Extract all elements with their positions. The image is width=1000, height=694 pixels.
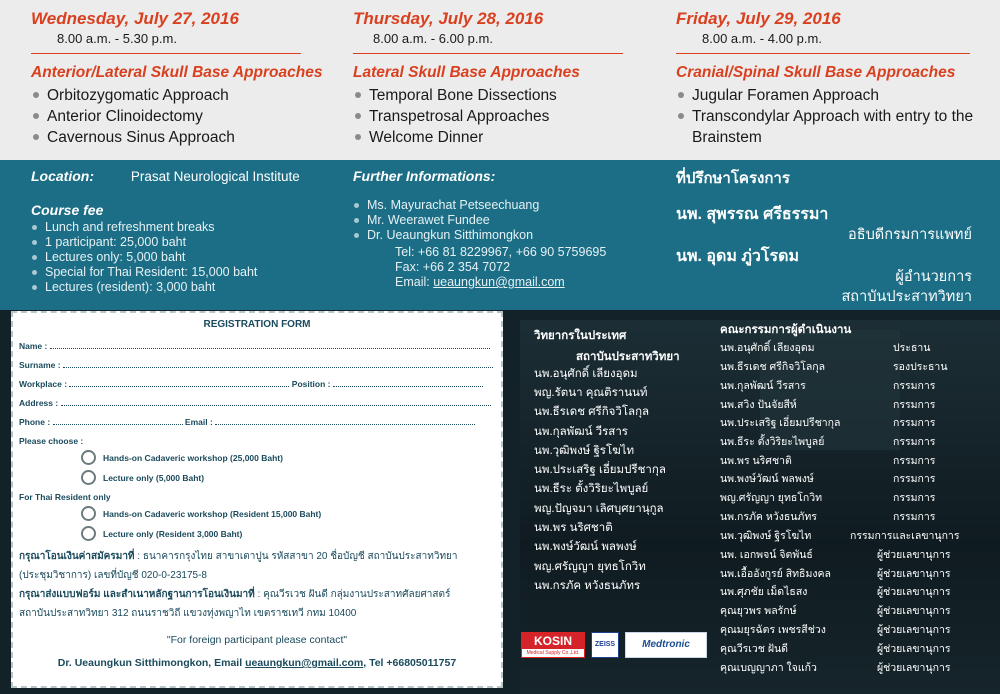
course-fee: [31, 202, 257, 295]
bullet-icon: [678, 92, 684, 98]
bullet-icon: [355, 134, 361, 140]
committee-role: กรรมการ: [893, 473, 936, 485]
phone-input[interactable]: [53, 417, 183, 425]
committee-name: นพ.พงษ์วัฒน์ พลพงษ์: [720, 473, 814, 485]
committee-role: ผู้ช่วยเลขานุการ: [877, 605, 951, 617]
speaker-item: นพ.ธีระ ตั้งวิริยะไพบูลย์: [534, 483, 649, 495]
zeiss-logo-text: ZEISS: [594, 641, 616, 648]
list-item: Ms. Mayurachat Petseechuang: [353, 198, 606, 213]
location-value: Prasat Neurological Institute: [130, 169, 300, 184]
send-info-2: สถาบันประสาทวิทยา 312 ถนนราชวิถี แขวงทุ่งพญาไท เขตราชเทวี กทม 10400: [19, 608, 357, 619]
advisor-role-1: อธิบดีกรมการแพทย์: [848, 227, 972, 243]
committee-name: นพ. เอกพจน์ จิตพันธ์: [720, 549, 813, 561]
day-date: Friday, July 29, 2016: [676, 9, 841, 28]
bullet-icon: [354, 203, 359, 208]
day-wednesday: [31, 8, 351, 148]
bullet-icon: [678, 113, 684, 119]
committee-name: นพ.สวิง ปันจัยสีห์: [720, 399, 797, 411]
advisor-role-2b: สถาบันประสาทวิทยา: [841, 289, 972, 305]
bullet-icon: [33, 134, 39, 140]
day-friday: [676, 8, 996, 148]
course-fee-list: [31, 220, 257, 295]
bullet-icon: [354, 218, 359, 223]
speaker-item: พญ.ปัญจมา เลิศบุศยานุกูล: [534, 503, 664, 515]
list-item: Brainstem: [692, 129, 762, 146]
address-field[interactable]: Address :: [19, 398, 491, 408]
email-input[interactable]: [215, 417, 475, 425]
committee-name: คุณเบญญาภา ใจแก้ว: [720, 662, 817, 674]
medtronic-logo-text: Medtronic: [642, 639, 690, 650]
speaker-item: นพ.พร นริศชาติ: [534, 522, 613, 534]
committee-name: คุณมยุรฉัตร เพชรสีช่วง: [720, 624, 826, 636]
committee-role: ผู้ช่วยเลขานุการ: [877, 624, 951, 636]
committee-name: นพ.กุลพัฒน์ วีรสาร: [720, 380, 806, 392]
committee-name: นพ.อนุศักดิ์ เลียงอุดม: [720, 342, 815, 354]
divider: [353, 53, 623, 54]
committee-role: รองประธาน: [893, 361, 948, 373]
speaker-item: นพ.วุฒิพงษ์ ฐิรโฆไท: [534, 445, 635, 457]
bullet-icon: [33, 92, 39, 98]
contact-tel: Tel: +66 81 8229967, +66 90 5759695: [395, 245, 607, 259]
committee-role: กรรมการ: [893, 436, 936, 448]
option-2-label: Lecture only (5,000 Baht): [103, 473, 205, 483]
payment-info-2: (ประชุมวิชาการ) เลขที่บัญชี 020-0-23175-8: [19, 570, 207, 581]
speaker-item: นพ.กรภัค หวังธนภัทร: [534, 580, 641, 592]
bullet-icon: [33, 113, 39, 119]
advisor-name-2: นพ. อุดม ภู่วโรดม: [676, 248, 800, 265]
option-4-label: Lecture only (Resident 3,000 Baht): [103, 529, 243, 539]
registration-title: REGISTRATION FORM: [203, 319, 311, 330]
position-input[interactable]: [333, 379, 483, 387]
bullet-icon: [355, 92, 361, 98]
kosin-logo-text: KOSIN: [522, 633, 584, 649]
list-item: Lectures (resident): 3,000 baht: [31, 280, 257, 295]
workplace-field[interactable]: Workplace : Position :: [19, 379, 483, 389]
speaker-item: นพ.อนุศักดิ์ เลียงอุดม: [534, 368, 638, 380]
list-item: Jugular Foramen Approach: [676, 85, 996, 106]
further-info: [353, 168, 606, 290]
contact-email: Email: ueaungkun@gmail.com: [395, 275, 565, 289]
speakers-subtitle: สถาบันประสาทวิทยา: [576, 351, 680, 363]
position-label: Position :: [291, 379, 331, 389]
committee-role: กรรมการ: [893, 455, 936, 467]
list-item: Transpetrosal Approaches: [353, 106, 673, 127]
radio-option-4[interactable]: [81, 526, 96, 541]
committee-role: กรรมการ: [893, 399, 936, 411]
bullet-icon: [32, 240, 37, 245]
day-time: 8.00 a.m. - 4.00 p.m.: [702, 31, 822, 46]
day-topic: Cranial/Spinal Skull Base Approaches: [676, 64, 956, 81]
foreign-note: "For foreign participant please contact": [166, 634, 348, 646]
committee-role: ประธาน: [893, 342, 931, 354]
committee-name: นพ.เอื้ออังกูรย์ สิทธิมงคล: [720, 568, 831, 580]
speakers-title: วิทยากรในประเทศ: [534, 330, 627, 342]
divider: [676, 53, 970, 54]
foreign-contact: Dr. Ueaungkun Sitthimongkon, Email ueaungkun@gmail.com, Tel +66805011757: [57, 657, 457, 669]
committee-role: กรรมการและเลขานุการ: [850, 530, 960, 542]
bullet-icon: [32, 285, 37, 290]
foreign-email-link[interactable]: ueaungkun@gmail.com: [245, 657, 364, 669]
speaker-item: นพ.พงษ์วัฒน์ พลพงษ์: [534, 541, 637, 553]
day-topic: Lateral Skull Base Approaches: [353, 64, 580, 81]
location-label: Location:: [31, 168, 94, 184]
name-input[interactable]: [50, 341, 490, 349]
contact-list: [353, 198, 606, 243]
advisor-name-1: นพ. สุพรรณ ศรีธรรมา: [676, 206, 829, 223]
speaker-item: พญ.ศรัญญา ยุทธโกวิท: [534, 561, 646, 573]
day-thursday: [353, 8, 673, 148]
list-item: Lunch and refreshment breaks: [31, 220, 257, 235]
day-time: 8.00 a.m. - 6.00 p.m.: [373, 31, 493, 46]
committee-role: ผู้ช่วยเลขานุการ: [877, 549, 951, 561]
day-items: [353, 85, 673, 148]
committee-name: นพ.วุฒิพงษ์ ฐิรโฆไท: [720, 530, 812, 542]
schedule-band: [0, 0, 1000, 160]
thai-resident-label: For Thai Resident only: [19, 492, 111, 502]
day-topic: Anterior/Lateral Skull Base Approaches: [31, 64, 323, 81]
radio-option-2[interactable]: [81, 470, 96, 485]
kosin-logo-subtext: Medical Supply Co.,Ltd.: [526, 650, 580, 656]
committee-name: พญ.ศรัญญา ยุทธโกวิท: [720, 492, 823, 504]
list-item: Anterior Clinoidectomy: [31, 106, 351, 127]
day-items: [31, 85, 351, 148]
further-info-label: Further Informations:: [353, 168, 496, 184]
list-item: Cavernous Sinus Approach: [31, 127, 351, 148]
committee-name: นพ.กรภัค หวังธนภัทร: [720, 511, 817, 523]
name-field[interactable]: Name :: [19, 341, 490, 351]
email-link[interactable]: ueaungkun@gmail.com: [433, 275, 565, 289]
workplace-input[interactable]: [69, 379, 289, 387]
speaker-item: นพ.กุลพัฒน์ วีรสาร: [534, 426, 628, 438]
committee-name: คุณยุวพร พลรักษ์: [720, 605, 797, 617]
bullet-icon: [354, 233, 359, 238]
committee-name: คุณวีรเวช ฝันดี: [720, 643, 788, 655]
committee-role: กรรมการ: [893, 492, 936, 504]
bullet-icon: [355, 113, 361, 119]
payment-info: กรุณาโอนเงินค่าสมัครมาที่ : ธนาคารกรุงไทย สาขาเตาปูน รหัสสาขา 20 ชื่อบัญชี สถาบันประสาทวิทยา: [19, 551, 458, 562]
phone-field[interactable]: Phone : Email :: [19, 417, 475, 427]
radio-option-1[interactable]: [81, 450, 96, 465]
committee-role: กรรมการ: [893, 511, 936, 523]
location: [31, 168, 300, 186]
speaker-item: พญ.รัตนา คุณติรานนท์: [534, 387, 648, 399]
committee-role: ผู้ช่วยเลขานุการ: [877, 586, 951, 598]
committee-role: กรรมการ: [893, 380, 936, 392]
committee-name: นพ.ธีระ ตั้งวิริยะไพบูลย์: [720, 436, 825, 448]
committee-role: ผู้ช่วยเลขานุการ: [877, 568, 951, 580]
advisor-role-2a: ผู้อำนวยการ: [895, 269, 972, 285]
list-item: Mr. Weerawet Fundee: [353, 213, 606, 228]
day-date: Wednesday, July 27, 2016: [31, 9, 239, 28]
course-fee-label: Course fee: [31, 202, 104, 218]
list-item: Lectures only: 5,000 baht: [31, 250, 257, 265]
list-item: Transcondylar Approach with entry to the: [676, 106, 996, 127]
registration-form: [11, 311, 503, 688]
speaker-item: นพ.ประเสริฐ เอี่ยมปรีชากุล: [534, 464, 666, 476]
speaker-item: นพ.ธีรเดช ศรีกิจวิโลกุล: [534, 406, 650, 418]
please-choose: Please choose :: [19, 436, 84, 446]
list-item: Orbitozygomatic Approach: [31, 85, 351, 106]
contact-fax: Fax: +66 2 354 7072: [395, 260, 511, 274]
kosin-logo: [521, 632, 585, 658]
send-info: กรุณาส่งแบบฟอร์ม และสำเนาหลักฐานการโอนเงินมาที่ : คุณวีรเวช ฝันดี กลุ่มงานประสาทศัลยศาสตร์: [19, 589, 451, 600]
list-item: Special for Thai Resident: 15,000 baht: [31, 265, 257, 280]
zeiss-logo: [591, 632, 619, 658]
address-input[interactable]: [61, 398, 491, 406]
info-band: [0, 160, 1000, 310]
email-label: Email :: [184, 417, 213, 427]
committee-name: นพ.พร นริศชาติ: [720, 455, 792, 467]
day-time: 8.00 a.m. - 5.30 p.m.: [57, 31, 177, 46]
day-items: [676, 85, 996, 148]
committee-name: นพ.ธีรเดช ศรีกิจวิโลกุล: [720, 361, 826, 373]
divider: [31, 53, 301, 54]
bullet-icon: [32, 225, 37, 230]
list-item: Welcome Dinner: [353, 127, 673, 148]
list-item: Temporal Bone Dissections: [353, 85, 673, 106]
list-item: Dr. Ueaungkun Sitthimongkon: [353, 228, 606, 243]
list-item: 1 participant: 25,000 baht: [31, 235, 257, 250]
option-1-label: Hands-on Cadaveric workshop (25,000 Baht): [103, 453, 283, 463]
advisors-title: ที่ปรึกษาโครงการ: [676, 170, 790, 187]
option-3-label: Hands-on Cadaveric workshop (Resident 15,000 Baht): [103, 509, 322, 519]
committee-role: กรรมการ: [893, 417, 936, 429]
committee-title: คณะกรรมการผู้ดำเนินงาน: [720, 324, 852, 336]
day-date: Thursday, July 28, 2016: [353, 9, 544, 28]
surname-field[interactable]: Surname :: [19, 360, 493, 370]
committee-role: ผู้ช่วยเลขานุการ: [877, 643, 951, 655]
committee-role: ผู้ช่วยเลขานุการ: [877, 662, 951, 674]
surname-input[interactable]: [63, 360, 493, 368]
medtronic-logo: [625, 632, 707, 658]
bullet-icon: [32, 270, 37, 275]
committee-name: นพ.ศุภชัย เม็ดไธสง: [720, 586, 808, 598]
bullet-icon: [32, 255, 37, 260]
radio-option-3[interactable]: [81, 506, 96, 521]
committee-name: นพ.ประเสริฐ เอี่ยมปรีชากุล: [720, 417, 841, 429]
